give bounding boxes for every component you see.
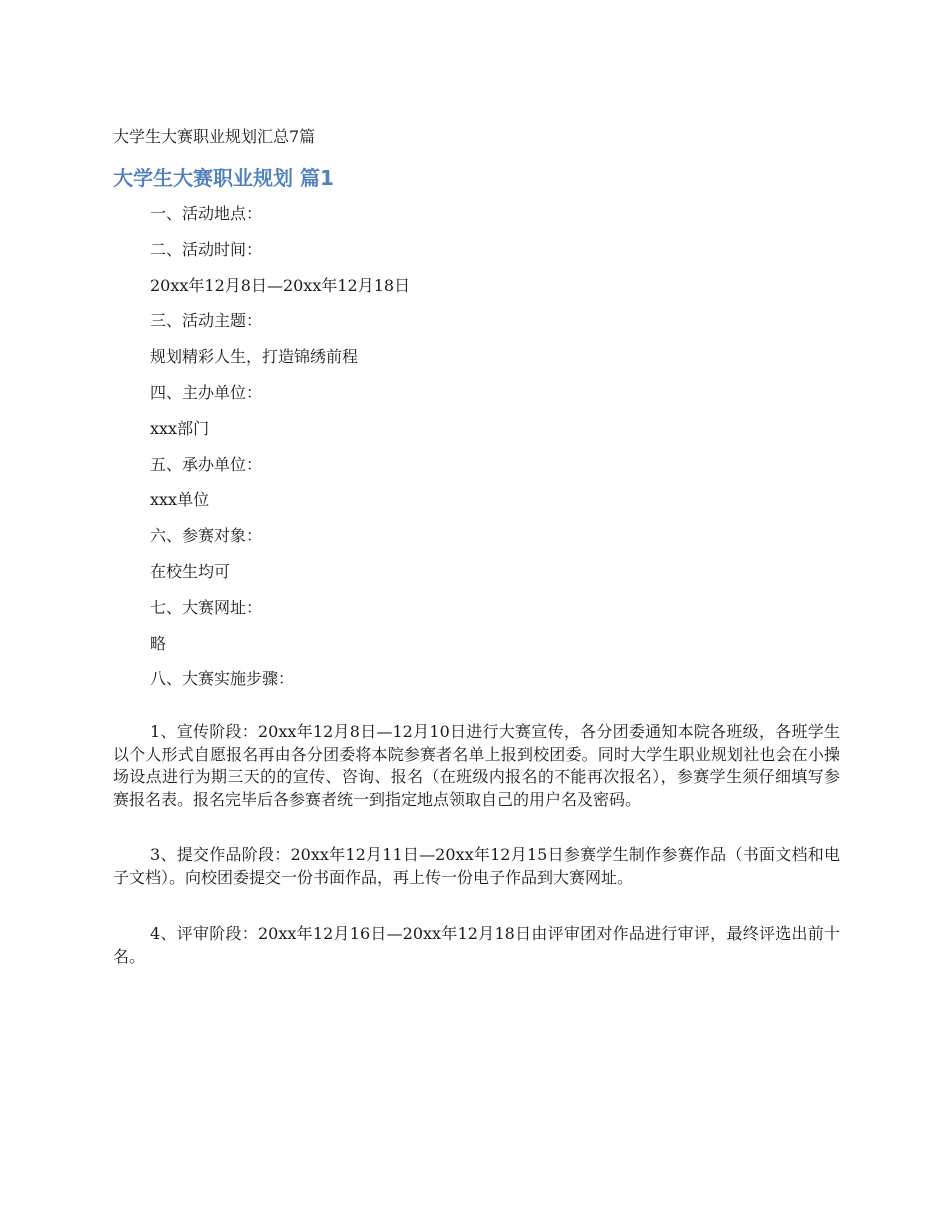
- list-item: 一、活动地点：: [150, 204, 263, 223]
- list-item: xxx部门: [150, 418, 210, 438]
- list-item: 三、活动主题：: [150, 311, 263, 331]
- list-item: 五、承办单位：: [150, 454, 263, 474]
- list-item: 八、大赛实施步骤：: [150, 669, 295, 689]
- list-item: 七、大赛网址：: [150, 597, 263, 617]
- paragraph-review-stage: 4、评审阶段：20xx年12月16日—20xx年12月18日由评审团对作品进行审评，最终评选出前十名。: [113, 924, 840, 966]
- list-item: xxx单位: [150, 490, 210, 510]
- paragraph-submission-stage: 3、提交作品阶段：20xx年12月11日—20xx年12月15日参赛学生制作参赛作品（书面文档和电子文档）。向校团委提交一份书面作品，再上传一份电子作品到大赛网址。: [113, 845, 840, 887]
- list-item: 四、主办单位：: [150, 382, 263, 402]
- list-item: 20xx年12月8日—20xx年12月18日: [150, 275, 411, 295]
- document-title: 大学生大赛职业规划汇总7篇: [113, 127, 316, 146]
- section-heading: 大学生大赛职业规划 篇1: [113, 166, 334, 190]
- paragraph-publicity-stage: 1、宣传阶段：20xx年12月8日—12月10日进行大赛宣传，各分团委通知本院各班级，各班学生以个人形式自愿报名再由各分团委将本院参赛者名单上报到校团委。同时大学生职业规划社也会在小操场设点进行为期三天的的宣传、咨询、报名（在班级内报名的不能再次报名），参赛学生须仔细填写参赛报名表。报名完毕后各参赛者统一到指定地点领取自己的用户名及密码。: [113, 722, 840, 809]
- list-item: 规划精彩人生，打造锦绣前程: [150, 347, 359, 367]
- list-item: 在校生均可: [150, 561, 231, 581]
- activity-info-list: [150, 203, 850, 704]
- list-item: 略: [150, 633, 167, 653]
- list-item: 六、参赛对象：: [150, 526, 263, 546]
- list-item: 二、活动时间：: [150, 239, 263, 259]
